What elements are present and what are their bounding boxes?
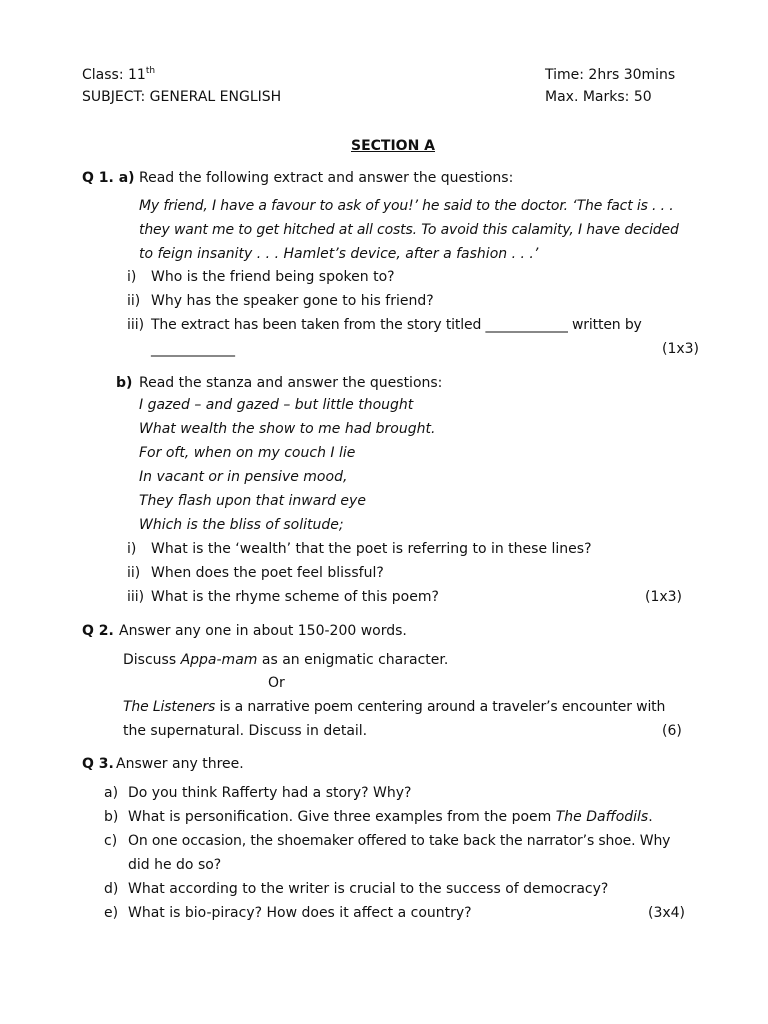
q1a-extract-line: to feign insanity . . . Hamlet’s device, after a fashion . . .’: [139, 246, 539, 262]
section-title: SECTION A: [351, 138, 436, 154]
q1a-number: Q 1. a): [82, 170, 135, 186]
stanza-line: In vacant or in pensive mood,: [139, 469, 348, 485]
q3-item-text: What is bio-piracy? How does it affect a country?: [128, 905, 472, 921]
q1a-question-num: iii): [127, 317, 145, 333]
q1a-question-text: Why has the speaker gone to his friend?: [151, 293, 434, 309]
q1a-marks: (1x3): [662, 341, 700, 357]
q2-number: Q 2.: [82, 623, 114, 639]
stanza-line: What wealth the show to me had brought.: [139, 421, 436, 437]
q3-item-num: c): [104, 833, 118, 849]
q1a-extract-line: they want me to get hitched at all costs. To avoid this calamity, I have decided: [139, 222, 679, 238]
q1a-question-num: ii): [127, 293, 141, 309]
q3-item-text: Do you think Rafferty had a story? Why?: [128, 785, 412, 801]
q2-option-1: Discuss Appa-mam as an enigmatic character.: [123, 652, 449, 668]
q3-item-text: On one occasion, the shoemaker offered to take back the narrator’s shoe. Why: [128, 833, 671, 849]
q1b-question-text: What is the ‘wealth’ that the poet is referring to in these lines?: [151, 541, 592, 557]
stanza-line: Which is the bliss of solitude;: [139, 517, 344, 533]
q1a-question-text: The extract has been taken from the story titled ____________ written by: [151, 317, 642, 333]
max-marks-label: Max. Marks: 50: [545, 89, 652, 105]
q1b-marks: (1x3): [645, 589, 683, 605]
time-label: Time: 2hrs 30mins: [545, 67, 676, 83]
q1a-answer-blank: ____________: [151, 341, 235, 357]
q2-option-2: The Listeners is a narrative poem centering around a traveler’s encounter with: [123, 699, 666, 715]
subject-label: SUBJECT: GENERAL ENGLISH: [82, 89, 282, 105]
stanza-line: For oft, when on my couch I lie: [139, 445, 356, 461]
stanza-line: They flash upon that inward eye: [139, 493, 366, 509]
q3-item-num: d): [104, 881, 119, 897]
q3-instruction: Answer any three.: [116, 756, 244, 772]
stanza-line: I gazed – and gazed – but little thought: [139, 397, 414, 413]
q1b-number: b): [116, 375, 133, 391]
q1a-instruction: Read the following extract and answer the questions:: [139, 170, 514, 186]
q3-item-num: a): [104, 785, 119, 801]
q1b-question-text: What is the rhyme scheme of this poem?: [151, 589, 439, 605]
q3-number: Q 3.: [82, 756, 114, 772]
q3-item-text: What is personification. Give three examples from the poem The Daffodils.: [128, 809, 653, 825]
q1b-question-num: ii): [127, 565, 141, 581]
q3-marks: (3x4): [648, 905, 686, 921]
q3-item-text-cont: did he do so?: [128, 857, 222, 873]
q1b-instruction: Read the stanza and answer the questions:: [139, 375, 443, 391]
q3-item-text: What according to the writer is crucial to the success of democracy?: [128, 881, 609, 897]
q2-option-2-line2: the supernatural. Discuss in detail.: [123, 723, 368, 739]
q3-item-num: b): [104, 809, 119, 825]
class-label: Class: 11th: [82, 66, 156, 83]
q2-instruction: Answer any one in about 150-200 words.: [119, 623, 407, 639]
q1b-question-num: iii): [127, 589, 145, 605]
q2-or: Or: [268, 675, 285, 691]
q2-marks: (6): [662, 723, 682, 739]
q1b-question-text: When does the poet feel blissful?: [151, 565, 384, 581]
q1a-extract-line: My friend, I have a favour to ask of you!’ he said to the doctor. ‘The fact is . . .: [139, 198, 674, 214]
q3-item-num: e): [104, 905, 119, 921]
q1b-question-num: i): [127, 541, 137, 557]
q1a-question-num: i): [127, 269, 137, 285]
q1a-question-text: Who is the friend being spoken to?: [151, 269, 395, 285]
